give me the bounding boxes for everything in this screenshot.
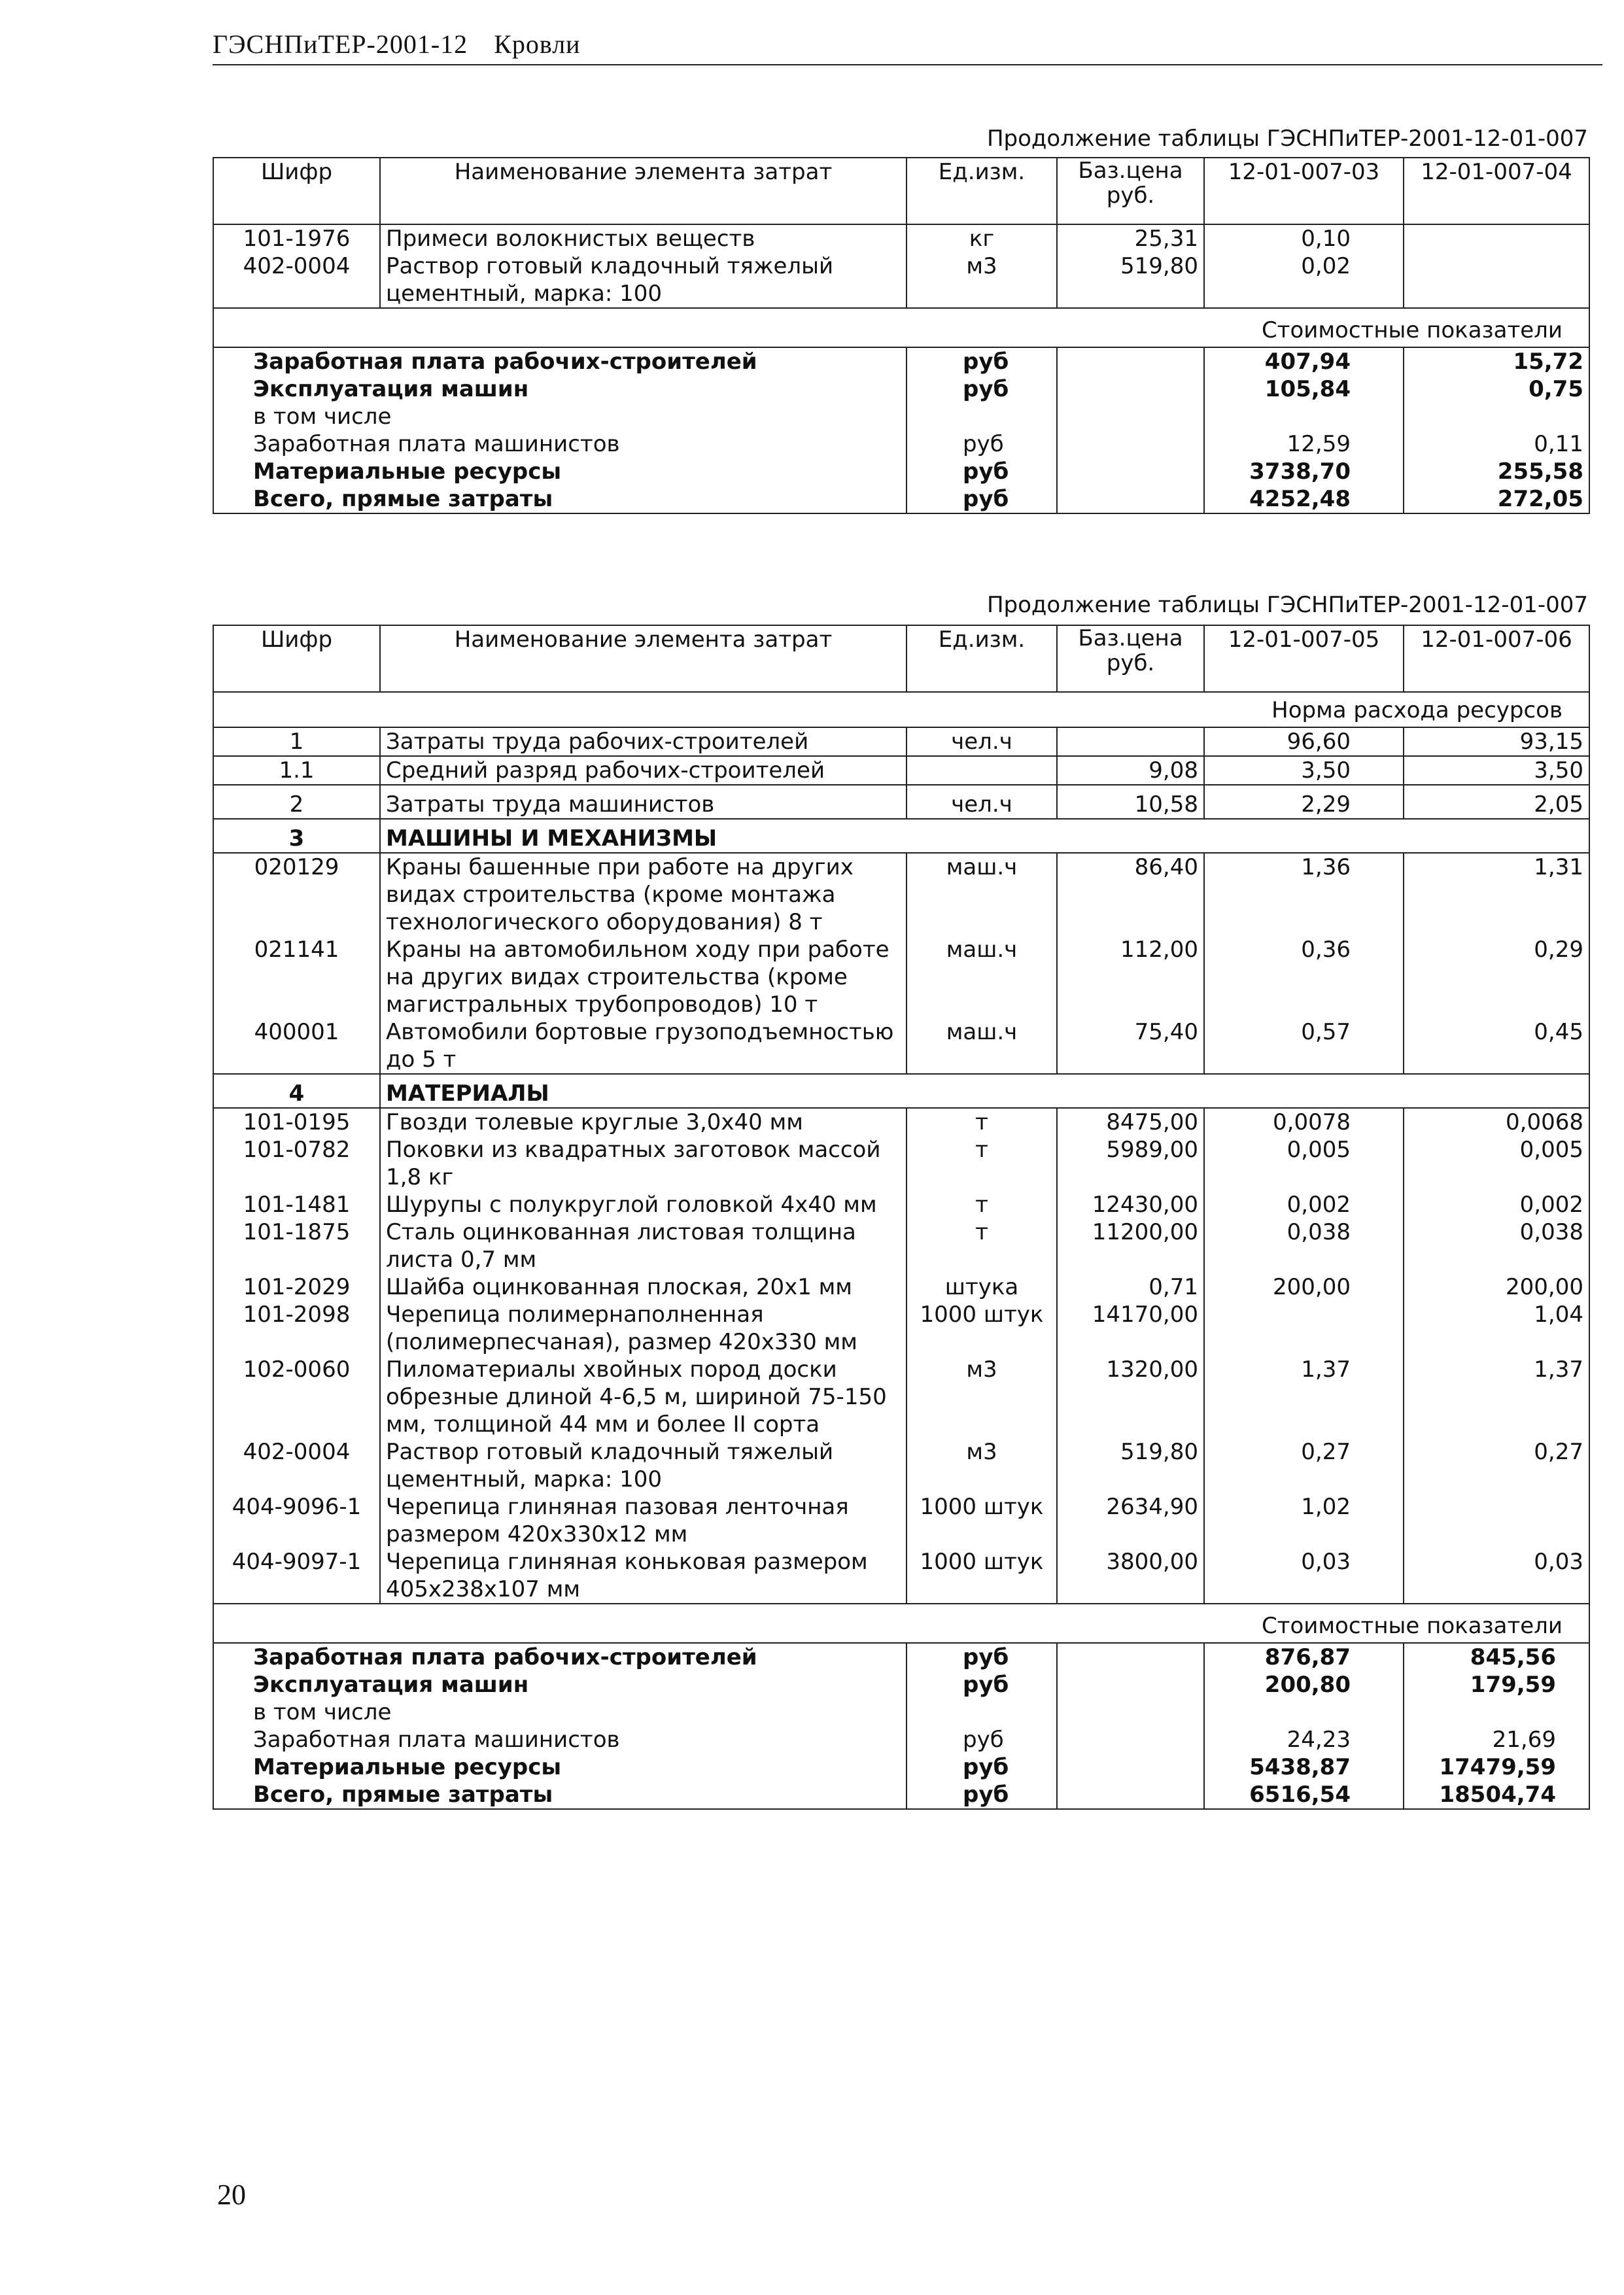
row-unit: м3: [907, 1356, 1057, 1438]
total-name: Заработная плата машинистов: [213, 1726, 907, 1753]
total-value-1: 4252,48: [1204, 485, 1404, 513]
total-value-2: 255,58: [1497, 458, 1583, 485]
totals-label: Стоимостные показатели: [213, 308, 1589, 347]
row-value-1: 0,03: [1204, 1548, 1404, 1604]
page-header: [213, 26, 1602, 65]
table2-caption: Продолжение таблицы ГЭСНПиТЕР-2001-12-01-007: [986, 592, 1588, 618]
total-value-1: 24,23: [1204, 1726, 1404, 1753]
col-price-header: Баз.цена руб.: [1057, 625, 1204, 692]
row-unit: т: [907, 1191, 1057, 1218]
total-unit: [907, 1699, 1057, 1726]
row-value-1: 0,36: [1204, 936, 1404, 1018]
col-norm2-header: 12-01-007-06: [1404, 625, 1589, 692]
total-unit: [907, 403, 1057, 430]
col-norm1-header: 12-01-007-03: [1204, 158, 1404, 224]
row-value-2: 0,29: [1534, 937, 1583, 963]
row-value-2: 0,03: [1534, 1549, 1583, 1575]
table2: [213, 625, 1590, 1810]
col-code-header: Шифр: [213, 625, 380, 692]
total-row: [213, 430, 1589, 458]
table1: [213, 157, 1590, 514]
row-value-2: 0,27: [1534, 1439, 1583, 1465]
row-value-1: 0,002: [1204, 1191, 1404, 1218]
row-unit: кг: [907, 224, 1057, 252]
row-name: Примеси волокнистых веществ: [380, 224, 907, 252]
total-unit: руб: [907, 1671, 1057, 1699]
col-name-header: Наименование элемента затрат: [380, 158, 907, 224]
total-value-2: 17479,59: [1439, 1754, 1556, 1780]
table2-header-row: [213, 625, 1589, 692]
row-price: 3800,00: [1057, 1548, 1204, 1604]
row-value-2: 0,45: [1534, 1019, 1583, 1045]
table-row: [213, 727, 1589, 756]
table-row: [213, 756, 1589, 785]
total-name: Эксплуатация машин: [213, 1671, 907, 1699]
total-value-2: 272,05: [1497, 486, 1583, 512]
row-value-1: 0,10: [1204, 224, 1404, 252]
row-value-2: 93,15: [1519, 729, 1583, 755]
row-code: 1.1: [213, 756, 380, 785]
row-price: 14170,00: [1057, 1301, 1204, 1356]
row-code: 404-9096-1: [213, 1493, 380, 1548]
table-row: [213, 1301, 1589, 1356]
table-row: [213, 1493, 1589, 1548]
total-row: [213, 1781, 1589, 1809]
row-code: 101-1875: [213, 1218, 380, 1273]
total-value-1: 407,94: [1204, 347, 1404, 375]
col-unit-header: Ед.изм.: [907, 625, 1057, 692]
row-price: 1320,00: [1057, 1356, 1204, 1438]
row-price: 25,31: [1057, 224, 1204, 252]
totals-label: Стоимостные показатели: [213, 1604, 1589, 1643]
row-code: 101-1976: [213, 224, 380, 252]
norm-label: Норма расхода ресурсов: [213, 692, 1589, 727]
row-value-1: 1,02: [1204, 1493, 1404, 1548]
row-name: Краны башенные при работе на других видах строительства (кроме монтажа технологического оборудования) 8 т: [380, 853, 907, 936]
total-row: [213, 375, 1589, 403]
row-unit: чел.ч: [907, 727, 1057, 756]
table-row: [213, 1136, 1589, 1191]
total-row: [213, 1643, 1589, 1671]
total-value-1: 3738,70: [1204, 458, 1404, 485]
col-code-header: Шифр: [213, 158, 380, 224]
row-price: 519,80: [1057, 252, 1204, 308]
row-value-1: 200,00: [1204, 1273, 1404, 1301]
total-value-1: 6516,54: [1204, 1781, 1404, 1809]
row-name: Шайба оцинкованная плоская, 20х1 мм: [380, 1273, 907, 1301]
row-value-2: 3,50: [1534, 757, 1583, 784]
row-code: 402-0004: [213, 1438, 380, 1493]
row-value-1: 1,36: [1204, 853, 1404, 936]
total-unit: руб: [907, 1781, 1057, 1809]
row-unit: маш.ч: [907, 936, 1057, 1018]
total-price-empty: [1057, 485, 1204, 513]
total-name: в том числе: [213, 403, 907, 430]
row-value-2: 0,005: [1519, 1137, 1583, 1163]
row-value-2: [1404, 224, 1589, 252]
row-code: 101-0782: [213, 1136, 380, 1191]
row-price: 9,08: [1057, 756, 1204, 785]
total-row: [213, 347, 1589, 375]
row-value-2: 1,04: [1534, 1302, 1583, 1328]
section-row: [213, 819, 1589, 853]
row-value-1: 1,37: [1204, 1356, 1404, 1438]
total-value-2: [1404, 1699, 1589, 1726]
total-value-2: 0,11: [1534, 431, 1583, 457]
row-value-1: 0,02: [1204, 252, 1404, 308]
row-price: 0,71: [1057, 1273, 1204, 1301]
row-unit: маш.ч: [907, 1018, 1057, 1074]
total-row: [213, 1753, 1589, 1781]
row-price: 75,40: [1057, 1018, 1204, 1074]
table-row: [213, 1018, 1589, 1074]
row-unit: м3: [907, 1438, 1057, 1493]
row-unit: 1000 штук: [907, 1493, 1057, 1548]
total-price-empty: [1057, 458, 1204, 485]
total-price-empty: [1057, 1699, 1204, 1726]
total-price-empty: [1057, 403, 1204, 430]
table-row: [213, 224, 1589, 252]
row-name: Краны на автомобильном ходу при работе на других видах строительства (кроме магистральных трубопроводов) 10 т: [380, 936, 907, 1018]
table-row: [213, 1438, 1589, 1493]
row-value-2: [1404, 1493, 1589, 1548]
total-unit: руб: [907, 347, 1057, 375]
row-unit: м3: [907, 252, 1057, 308]
row-value-2: 200,00: [1506, 1274, 1583, 1300]
total-value-1: [1204, 403, 1404, 430]
table-row: [213, 936, 1589, 1018]
row-unit: чел.ч: [907, 785, 1057, 819]
row-unit: 1000 штук: [907, 1548, 1057, 1604]
row-code: 404-9097-1: [213, 1548, 380, 1604]
table1-caption: Продолжение таблицы ГЭСНПиТЕР-2001-12-01-007: [986, 126, 1588, 152]
row-name: Черепица глиняная пазовая ленточная размером 420х330х12 мм: [380, 1493, 907, 1548]
row-code: 400001: [213, 1018, 380, 1074]
total-value-1: 12,59: [1204, 430, 1404, 458]
total-value-2: 18504,74: [1439, 1782, 1556, 1808]
total-value-1: 200,80: [1204, 1671, 1404, 1699]
row-value-1: 3,50: [1204, 756, 1404, 785]
table-row: [213, 1273, 1589, 1301]
section-code: 3: [213, 819, 380, 853]
total-name: Материальные ресурсы: [213, 1753, 907, 1781]
row-unit: маш.ч: [907, 853, 1057, 936]
row-unit: 1000 штук: [907, 1301, 1057, 1356]
total-row: [213, 458, 1589, 485]
row-value-2: 0,038: [1519, 1219, 1583, 1245]
total-price-empty: [1057, 1726, 1204, 1753]
total-value-1: 876,87: [1204, 1643, 1404, 1671]
row-unit: [907, 756, 1057, 785]
total-row: [213, 485, 1589, 513]
total-name: Материальные ресурсы: [213, 458, 907, 485]
section-code: 4: [213, 1074, 380, 1108]
row-value-2: [1404, 252, 1589, 308]
group-label-row: [213, 308, 1589, 347]
row-value-2: 0,002: [1519, 1192, 1583, 1218]
row-code: 101-2029: [213, 1273, 380, 1301]
row-price: 8475,00: [1057, 1108, 1204, 1136]
total-price-empty: [1057, 1643, 1204, 1671]
group-label-row: [213, 692, 1589, 727]
row-value-2: 2,05: [1534, 791, 1583, 818]
row-name: Пиломатериалы хвойных пород доски обрезные длиной 4-6,5 м, шириной 75-150 мм, толщиной 44 мм и более II сорта: [380, 1356, 907, 1438]
row-price: 5989,00: [1057, 1136, 1204, 1191]
section-title: МАТЕРИАЛЫ: [380, 1074, 1589, 1108]
row-unit: штука: [907, 1273, 1057, 1301]
table-row: [213, 853, 1589, 936]
total-unit: руб: [907, 430, 1057, 458]
row-value-1: 0,0078: [1204, 1108, 1404, 1136]
col-price-header: Баз.цена руб.: [1057, 158, 1204, 224]
row-value-1: 96,60: [1204, 727, 1404, 756]
group-label-row: [213, 1604, 1589, 1643]
table-row: [213, 1191, 1589, 1218]
table-row: [213, 252, 1589, 308]
row-code: 101-0195: [213, 1108, 380, 1136]
row-value-1: [1204, 1301, 1404, 1356]
section-title: МАШИНЫ И МЕХАНИЗМЫ: [380, 819, 1589, 853]
row-price: 2634,90: [1057, 1493, 1204, 1548]
total-name: Заработная плата рабочих-строителей: [213, 347, 907, 375]
row-code: 101-2098: [213, 1301, 380, 1356]
row-name: Раствор готовый кладочный тяжелый цементный, марка: 100: [380, 1438, 907, 1493]
row-price: 12430,00: [1057, 1191, 1204, 1218]
row-name: Затраты труда рабочих-строителей: [380, 727, 907, 756]
col-norm1-header: 12-01-007-05: [1204, 625, 1404, 692]
row-value-2: 0,0068: [1506, 1109, 1583, 1135]
row-value-1: 0,57: [1204, 1018, 1404, 1074]
total-value-2: 21,69: [1492, 1727, 1556, 1753]
table-row: [213, 1548, 1589, 1604]
row-unit: т: [907, 1108, 1057, 1136]
section-row: [213, 1074, 1589, 1108]
row-name: Поковки из квадратных заготовок массой 1,8 кг: [380, 1136, 907, 1191]
row-name: Гвозди толевые круглые 3,0х40 мм: [380, 1108, 907, 1136]
row-value-1: 0,27: [1204, 1438, 1404, 1493]
total-value-1: 5438,87: [1204, 1753, 1404, 1781]
row-unit: т: [907, 1136, 1057, 1191]
col-norm2-header: 12-01-007-04: [1404, 158, 1589, 224]
total-name: Заработная плата рабочих-строителей: [213, 1643, 907, 1671]
row-value-2: 1,37: [1534, 1356, 1583, 1383]
total-value-1: [1204, 1699, 1404, 1726]
total-row: [213, 1699, 1589, 1726]
table-row: [213, 1356, 1589, 1438]
row-name: Шурупы с полукруглой головкой 4х40 мм: [380, 1191, 907, 1218]
total-row: [213, 1671, 1589, 1699]
total-price-empty: [1057, 430, 1204, 458]
row-value-2: 1,31: [1534, 854, 1583, 880]
row-name: Средний разряд рабочих-строителей: [380, 756, 907, 785]
col-unit-header: Ед.изм.: [907, 158, 1057, 224]
total-price-empty: [1057, 1671, 1204, 1699]
row-code: 1: [213, 727, 380, 756]
row-price: 112,00: [1057, 936, 1204, 1018]
total-value-2: [1404, 403, 1589, 430]
row-code: 102-0060: [213, 1356, 380, 1438]
total-price-empty: [1057, 1781, 1204, 1809]
row-name: Затраты труда машинистов: [380, 785, 907, 819]
total-price-empty: [1057, 347, 1204, 375]
total-name: Заработная плата машинистов: [213, 430, 907, 458]
header-section: Кровли: [494, 29, 581, 59]
table1-header-row: [213, 158, 1589, 224]
page-number: 20: [217, 2179, 246, 2211]
row-code: 402-0004: [213, 252, 380, 308]
total-price-empty: [1057, 1753, 1204, 1781]
row-price: 11200,00: [1057, 1218, 1204, 1273]
row-price: 519,80: [1057, 1438, 1204, 1493]
total-name: в том числе: [213, 1699, 907, 1726]
row-code: 101-1481: [213, 1191, 380, 1218]
table-row: [213, 1108, 1589, 1136]
row-name: Автомобили бортовые грузоподъемностью до 5 т: [380, 1018, 907, 1074]
row-price: 10,58: [1057, 785, 1204, 819]
row-name: Сталь оцинкованная листовая толщина листа 0,7 мм: [380, 1218, 907, 1273]
row-value-1: 0,005: [1204, 1136, 1404, 1191]
row-name: Черепица глиняная коньковая размером 405х238х107 мм: [380, 1548, 907, 1604]
total-row: [213, 403, 1589, 430]
row-code: 2: [213, 785, 380, 819]
row-value-1: 2,29: [1204, 785, 1404, 819]
total-unit: руб: [907, 375, 1057, 403]
row-unit: т: [907, 1218, 1057, 1273]
total-unit: руб: [907, 485, 1057, 513]
total-unit: руб: [907, 1643, 1057, 1671]
total-value-2: 179,59: [1470, 1672, 1556, 1698]
table-row: [213, 1218, 1589, 1273]
row-code: 020129: [213, 853, 380, 936]
total-unit: руб: [907, 1726, 1057, 1753]
total-row: [213, 1726, 1589, 1753]
header-code: ГЭСНПиТЕР-2001-12: [213, 29, 468, 59]
row-name: Черепица полимернаполненная (полимерпесчаная), размер 420х330 мм: [380, 1301, 907, 1356]
total-name: Всего, прямые затраты: [213, 1781, 907, 1809]
total-value-2: 0,75: [1529, 376, 1583, 402]
row-price: 86,40: [1057, 853, 1204, 936]
total-price-empty: [1057, 375, 1204, 403]
table-row: [213, 785, 1589, 819]
row-price: [1057, 727, 1204, 756]
total-value-1: 105,84: [1204, 375, 1404, 403]
row-code: 021141: [213, 936, 380, 1018]
total-unit: руб: [907, 458, 1057, 485]
col-name-header: Наименование элемента затрат: [380, 625, 907, 692]
total-name: Эксплуатация машин: [213, 375, 907, 403]
row-value-1: 0,038: [1204, 1218, 1404, 1273]
row-name: Раствор готовый кладочный тяжелый цементный, марка: 100: [380, 252, 907, 308]
total-unit: руб: [907, 1753, 1057, 1781]
total-value-2: 15,72: [1513, 349, 1583, 375]
total-value-2: 845,56: [1470, 1644, 1556, 1670]
total-name: Всего, прямые затраты: [213, 485, 907, 513]
